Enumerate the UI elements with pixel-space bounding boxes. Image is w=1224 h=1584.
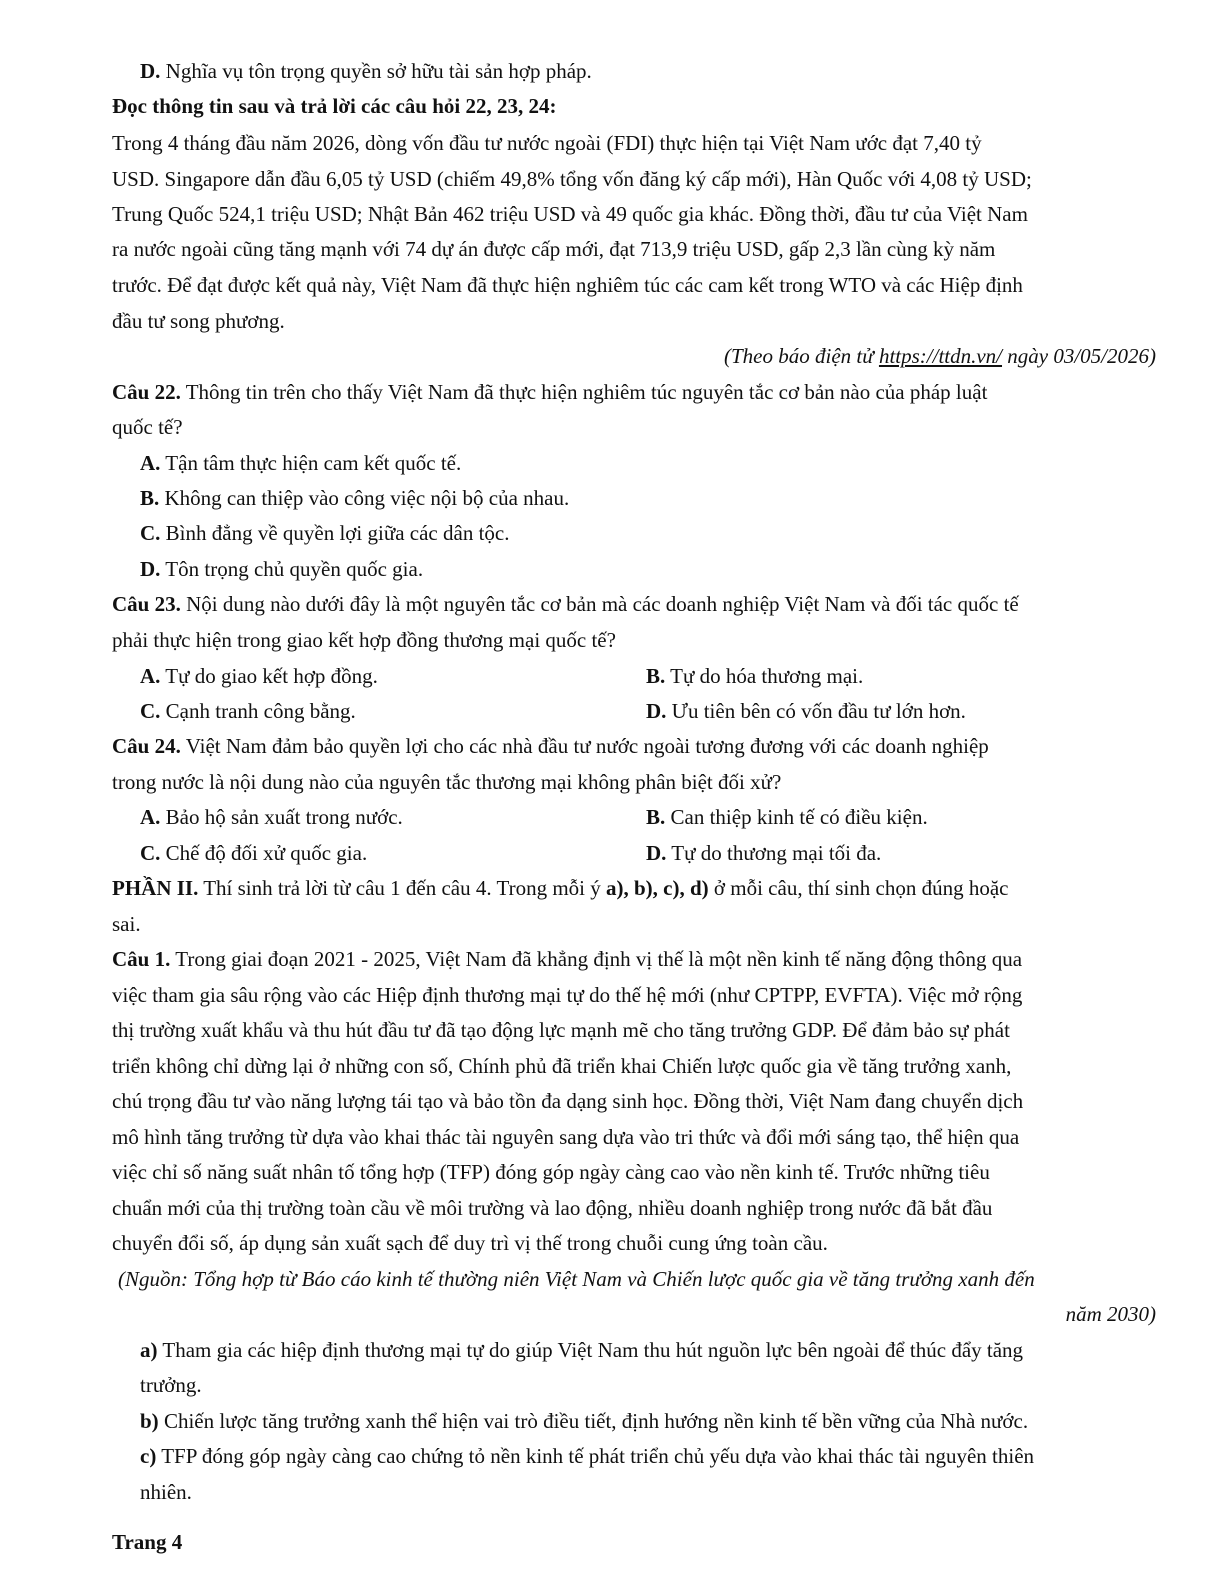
- question-22-cont: quốc tế?: [112, 415, 183, 439]
- question-22: Câu 22. Thông tin trên cho thấy Việt Nam đã thực hiện nghiêm túc nguyên tắc cơ bản nào của pháp luật: [112, 380, 988, 404]
- q22-option-b: B. Không can thiệp vào công việc nội bộ của nhau.: [140, 486, 570, 510]
- q22-option-a: A. Tận tâm thực hiện cam kết quốc tế.: [140, 451, 462, 475]
- source-citation: (Theo báo điện tử https://ttdn.vn/ ngày 03/05/2026): [724, 344, 1156, 368]
- passage-line: USD. Singapore dẫn đầu 6,05 tỷ USD (chiếm 49,8% tổng vốn đăng ký cấp mới), Hàn Quốc với 4,08 tỷ USD;: [112, 167, 1032, 191]
- statement-b: b) Chiến lược tăng trưởng xanh thể hiện vai trò điều tiết, định hướng nền kinh tế bền vững của Nhà nước.: [140, 1409, 1029, 1433]
- part-2-instructions: PHẦN II. Thí sinh trả lời từ câu 1 đến câu 4. Trong mỗi ý a), b), c), d) ở mỗi câu, thí sinh chọn đúng hoặc: [112, 876, 1009, 900]
- q23-option-c: C. Cạnh tranh công bằng.: [140, 699, 356, 723]
- q24-option-b: B. Can thiệp kinh tế có điều kiện.: [646, 805, 928, 829]
- q24-option-c: C. Chế độ đối xử quốc gia.: [140, 841, 368, 865]
- statement-a: a) Tham gia các hiệp định thương mại tự do giúp Việt Nam thu hút nguồn lực bên ngoài để thúc đẩy tăng: [140, 1338, 1024, 1362]
- q1-source-citation-cont: năm 2030): [1065, 1302, 1156, 1326]
- q1-passage-line: mô hình tăng trưởng từ dựa vào khai thác tài nguyên sang dựa vào tri thức và đổi mới sáng tạo, thể hiện qua: [112, 1125, 1020, 1149]
- q1-passage-line: việc chỉ số năng suất nhân tố tổng hợp (TFP) đóng góp ngày càng cao vào nền kinh tế. Trước những tiêu: [112, 1160, 990, 1184]
- reading-heading: Đọc thông tin sau và trả lời các câu hỏi 22, 23, 24:: [112, 94, 557, 118]
- statement-c: c) TFP đóng góp ngày càng cao chứng tỏ nền kinh tế phát triển chủ yếu dựa vào khai thác tài nguyên thiên: [140, 1444, 1035, 1468]
- q22-option-c: C. Bình đẳng về quyền lợi giữa các dân tộc.: [140, 521, 510, 545]
- q22-option-d: D. Tôn trọng chủ quyền quốc gia.: [140, 557, 424, 581]
- q24-option-d: D. Tự do thương mại tối đa.: [646, 841, 882, 865]
- part-2-instructions-cont: sai.: [112, 912, 141, 936]
- question-24-cont: trong nước là nội dung nào của nguyên tắc thương mại không phân biệt đối xử?: [112, 770, 782, 794]
- question-23-cont: phải thực hiện trong giao kết hợp đồng thương mại quốc tế?: [112, 628, 616, 652]
- q24-option-a: A. Bảo hộ sản xuất trong nước.: [140, 805, 403, 829]
- passage-line: Trong 4 tháng đầu năm 2026, dòng vốn đầu tư nước ngoài (FDI) thực hiện tại Việt Nam ước đạt 7,40 tỷ: [112, 131, 982, 155]
- q1-passage-line: chuyển đổi số, áp dụng sản xuất sạch để duy trì vị thế trong chuỗi cung ứng toàn cầu.: [112, 1231, 828, 1255]
- q1-passage-line: thị trường xuất khẩu và thu hút đầu tư đã tạo động lực mạnh mẽ cho tăng trưởng GDP. Để đảm bảo sự phát: [112, 1018, 1010, 1042]
- source-link[interactable]: https://ttdn.vn/: [878, 344, 1003, 368]
- q1-passage-line: chuẩn mới của thị trường toàn cầu về môi trường và lao động, nhiều doanh nghiệp trong nước đã bắt đầu: [112, 1196, 993, 1220]
- question-24: Câu 24. Việt Nam đảm bảo quyền lợi cho các nhà đầu tư nước ngoài tương đương với các doanh nghiệp: [112, 734, 989, 758]
- question-1: Câu 1. Trong giai đoạn 2021 - 2025, Việt Nam đã khẳng định vị thế là một nền kinh tế năng động thông qua: [112, 947, 1023, 971]
- q23-option-a: A. Tự do giao kết hợp đồng.: [140, 664, 378, 688]
- q23-option-d: D. Ưu tiên bên có vốn đầu tư lớn hơn.: [646, 699, 966, 723]
- passage-line: trước. Để đạt được kết quả này, Việt Nam đã thực hiện nghiêm túc các cam kết trong WTO và các Hiệp định: [112, 273, 1023, 297]
- passage-line: ra nước ngoài cũng tăng mạnh với 74 dự án được cấp mới, đạt 713,9 triệu USD, gấp 2,3 lần cùng kỳ năm: [112, 237, 996, 261]
- prev-option-d: D. Nghĩa vụ tôn trọng quyền sở hữu tài sản hợp pháp.: [140, 59, 592, 83]
- question-23: Câu 23. Nội dung nào dưới đây là một nguyên tắc cơ bản mà các doanh nghiệp Việt Nam và đối tác quốc tế: [112, 592, 1019, 616]
- passage-line: Trung Quốc 524,1 triệu USD; Nhật Bản 462 triệu USD và 49 quốc gia khác. Đồng thời, đầu tư của Việt Nam: [112, 202, 1028, 226]
- statement-a-cont: trưởng.: [140, 1373, 202, 1397]
- passage-line: đầu tư song phương.: [112, 309, 285, 333]
- statement-c-cont: nhiên.: [140, 1480, 192, 1504]
- q23-option-b: B. Tự do hóa thương mại.: [646, 664, 864, 688]
- q1-passage-line: triển không chỉ dừng lại ở những con số, Chính phủ đã triển khai Chiến lược quốc gia về tăng trưởng xanh,: [112, 1054, 1012, 1078]
- page-number: Trang 4: [112, 1530, 183, 1554]
- q1-passage-line: chú trọng đầu tư vào năng lượng tái tạo và bảo tồn đa dạng sinh học. Đồng thời, Việt Nam đang chuyển dịch: [112, 1089, 1024, 1113]
- q1-passage-line: việc tham gia sâu rộng vào các Hiệp định thương mại tự do thế hệ mới (như CPTPP, EVFTA). Việc mở rộng: [112, 983, 1023, 1007]
- q1-source-citation: (Nguồn: Tổng hợp từ Báo cáo kinh tế thường niên Việt Nam và Chiến lược quốc gia về tăng trưởng xanh đến: [118, 1267, 1035, 1291]
